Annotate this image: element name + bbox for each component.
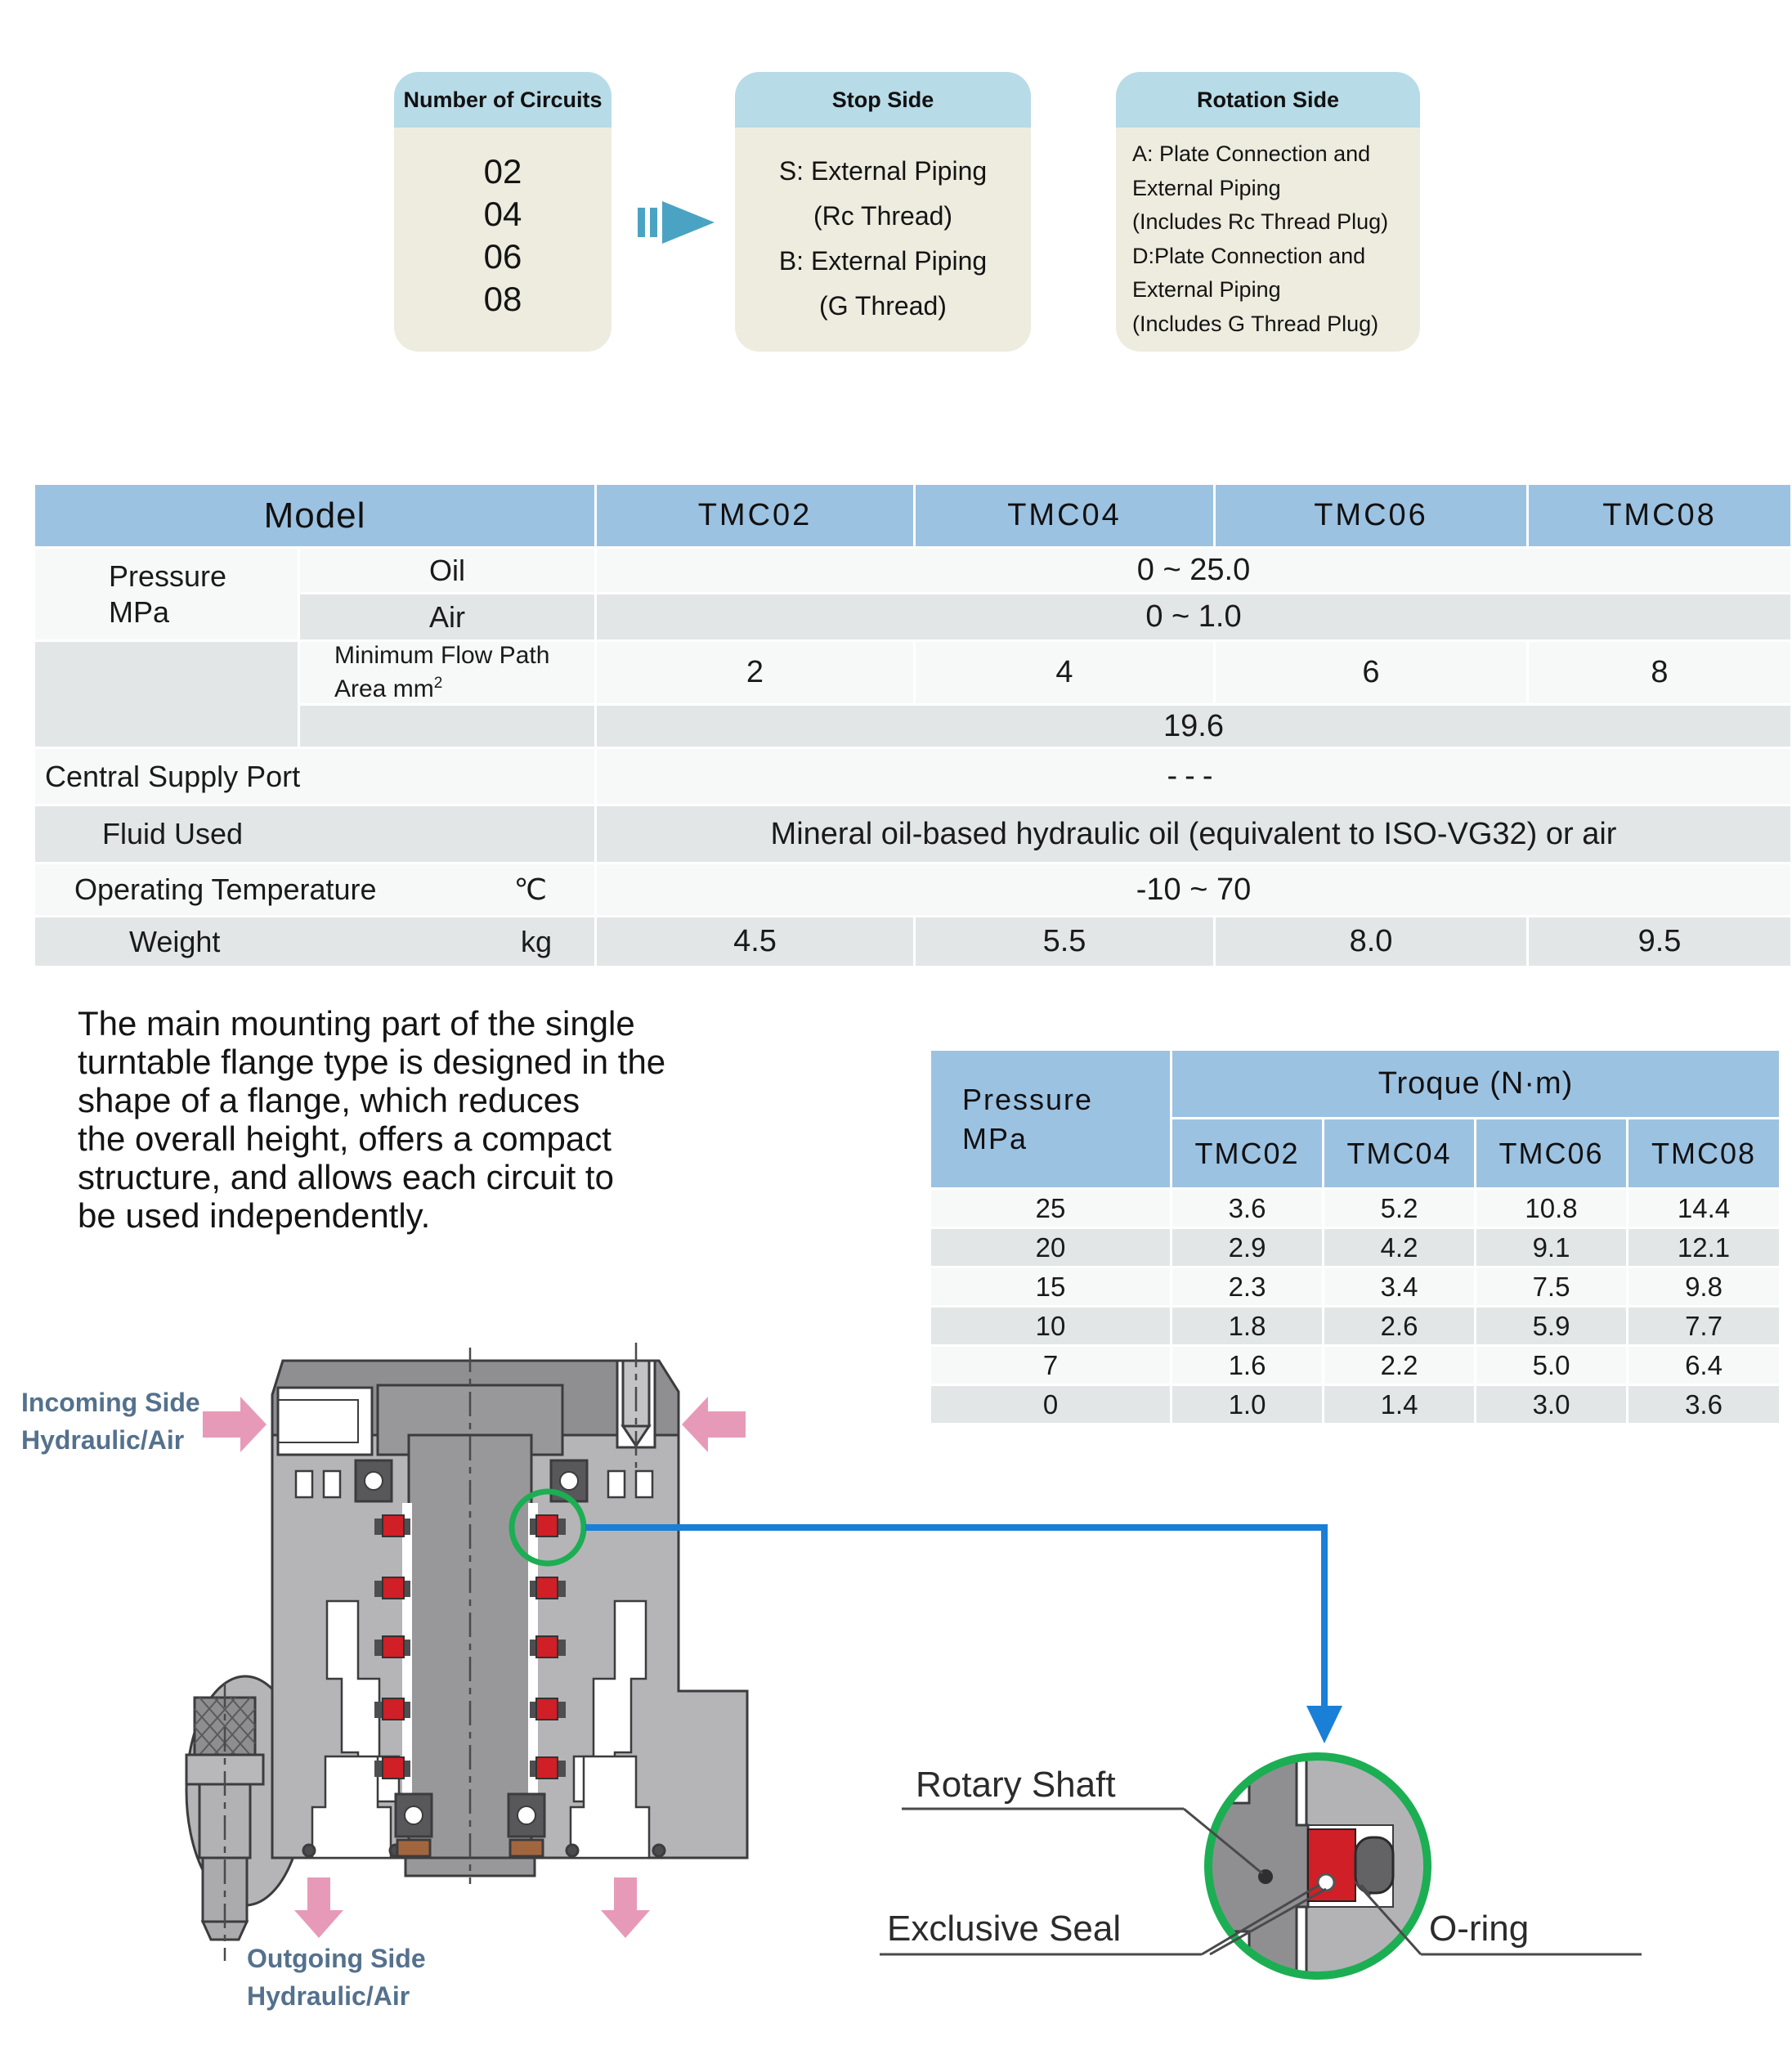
stop-side-line: B: External Piping [778,246,988,276]
torque-pressure-header: Pressure MPa [930,1050,1172,1189]
rotary-union-body [186,1361,747,1940]
spec-row-weight [34,917,1792,967]
circuits-option: 02 [483,152,522,191]
min-flow-label: Minimum Flow Path Area $mm^2$ [299,641,596,705]
oil-value: 0 ~ 25.0 [596,548,1792,594]
torque-header-tmc06: TMC06 [1476,1119,1628,1189]
weight-value: 5.5 [915,917,1215,967]
weight-label-cell [34,917,596,967]
seal-detail-view [1208,1756,1437,1977]
description-line: shape of a flange, which reduces [78,1081,580,1119]
detail-exclusive-seal [1308,1829,1355,1901]
description-line: structure, and allows each circuit to [78,1158,614,1196]
torque-header-row [930,1050,1781,1119]
central-supply-label: Central Supply Port [34,748,596,805]
description-line: turntable flange type is designed in the [78,1043,666,1081]
weight-value: 8.0 [1215,917,1528,967]
spec-header-row [34,484,1792,548]
circuits-option: 06 [483,237,522,276]
spec-row-oil [34,548,1792,594]
min-flow-value: 8 [1528,641,1792,705]
description-line: The main mounting part of the single [78,1004,635,1043]
stop-side-lines [735,128,1031,329]
spec-row-central-supply [34,748,1792,805]
stop-side-title: Stop Side [735,72,1031,128]
empty-cell [299,705,596,748]
spec-header-tmc08: TMC08 [1528,484,1792,548]
circuits-box-options [394,128,612,321]
fluid-label: Fluid Used [34,805,596,864]
description-line: the overall height, offers a compact [78,1119,612,1158]
description-paragraph [78,1004,665,1235]
pressure-label-cell: Pressure MPa [34,548,299,641]
rotation-side-line: External Piping [1132,175,1281,200]
spec-table [33,482,1792,968]
spec-row-temperature [34,864,1792,917]
rotation-side-title: Rotation Side [1116,72,1420,128]
stop-side-line: (Rc Thread) [813,201,953,231]
rotation-side-line: External Piping [1132,277,1281,302]
weight-value: 9.5 [1528,917,1792,967]
torque-header-tmc08: TMC08 [1628,1119,1781,1189]
outgoing-arrow-right-icon [601,1877,650,1938]
oil-label: Oil [299,548,596,594]
rotation-side-line: A: Plate Connection and [1132,141,1371,166]
o-ring-label: O-ring [1429,1909,1530,1949]
spec-row-fluid [34,805,1792,864]
temperature-unit: ℃ [513,873,547,906]
circuits-box-title: Number of Circuits [394,72,612,128]
leader-arrowhead-icon [1306,1706,1342,1743]
spec-header-tmc04: TMC04 [915,484,1215,548]
circuits-option: 08 [483,280,522,318]
exclusive-seal-label: Exclusive Seal [887,1909,1122,1949]
temperature-label: Operating Temperature [74,873,377,906]
stop-side-box [735,72,1031,352]
torque-unit-header: Troque (N·m) [1172,1050,1781,1119]
rotation-side-box [1116,72,1420,352]
rotation-side-line: D:Plate Connection and [1132,243,1366,268]
min-flow-value: 6 [1215,641,1528,705]
torque-row: 20 2.9 4.2 9.1 12.1 [930,1228,1781,1267]
torque-row: 10 1.8 2.6 5.9 7.7 [930,1307,1781,1346]
temperature-value: -10 ~ 70 [596,864,1792,917]
spec-header-model: Model [34,484,596,548]
incoming-side-label: Incoming Side Hydraulic/Air [21,1388,200,1455]
spec-header-tmc06: TMC06 [1215,484,1528,548]
weight-unit: kg [520,924,552,958]
incoming-arrow-icon [203,1397,267,1452]
torque-row: 15 2.3 3.4 7.5 9.8 [930,1267,1781,1307]
torque-row: 25 3.6 5.2 10.8 14.4 [930,1189,1781,1228]
spec-header-tmc02: TMC02 [596,484,915,548]
description-line: be used independently. [78,1196,431,1235]
air-label: Air [299,594,596,641]
outgoing-side-label: Outgoing Side Hydraulic/Air [247,1944,426,2011]
circuits-box [394,72,612,352]
rotary-shaft-label: Rotary Shaft [916,1765,1116,1805]
temperature-label-cell [34,864,596,917]
min-flow-value: 2 [596,641,915,705]
torque-row: 7 1.6 2.2 5.0 6.4 [930,1346,1781,1385]
circuits-option: 04 [483,195,522,233]
stop-side-line: (G Thread) [819,291,947,321]
fluid-value: Mineral oil-based hydraulic oil (equivalent to ISO-VG32) or air [596,805,1792,864]
central-supply-value: --- [596,748,1792,805]
weight-value: 4.5 [596,917,915,967]
rotation-side-lines [1116,128,1420,341]
spec-row-min-flow [34,641,1792,705]
rotation-side-line: (Includes Rc Thread Plug) [1132,209,1389,234]
torque-header-tmc04: TMC04 [1324,1119,1476,1189]
flow-arrow-icon [636,190,728,255]
rotation-side-line: (Includes G Thread Plug) [1132,311,1379,336]
detail-o-ring [1355,1837,1393,1893]
empty-cell [34,641,299,748]
torque-row: 0 1.0 1.4 3.0 3.6 [930,1385,1781,1424]
min-flow-value: 4 [915,641,1215,705]
stop-side-line: S: External Piping [778,156,988,186]
weight-label: Weight [129,924,221,958]
flow-area-value: 19.6 [596,705,1792,748]
air-value: 0 ~ 1.0 [596,594,1792,641]
outgoing-arrow-left-icon [294,1877,343,1938]
torque-header-tmc02: TMC02 [1172,1119,1324,1189]
incoming-arrow-right-icon [682,1397,746,1452]
